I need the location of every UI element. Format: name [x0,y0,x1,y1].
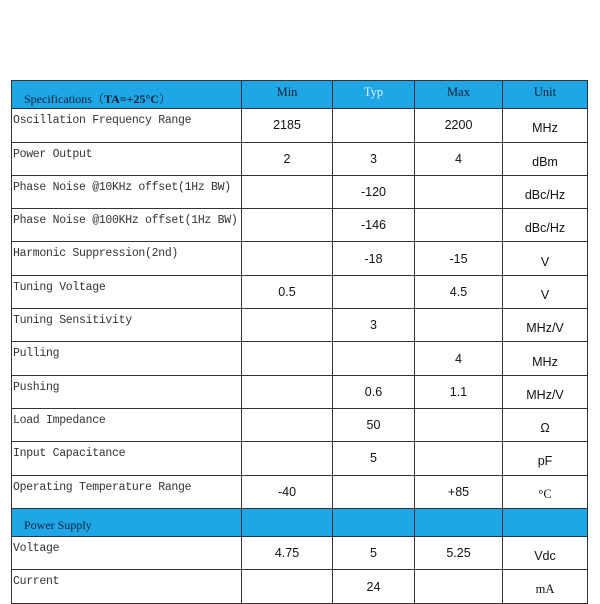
header-unit: Unit [503,81,588,109]
cell-unit: Vdc [503,537,588,570]
cell-typ: 24 [333,570,415,603]
cell-param: Oscillation Frequency Range [12,109,242,142]
cell-min [242,375,333,408]
cell-min: 2185 [242,109,333,142]
cell-param: Current [12,570,242,603]
cell-typ: 50 [333,408,415,441]
cell-unit: pF [503,442,588,475]
cell-min [242,342,333,375]
table-row [12,375,588,408]
cell-param: Voltage [12,537,242,570]
cell-max [415,570,503,603]
cell-unit: V [503,242,588,275]
header-row [12,81,588,109]
table-row [12,570,588,603]
cell-typ: -146 [333,209,415,242]
cell-min [242,442,333,475]
cell-max [415,209,503,242]
cell-max: 5.25 [415,537,503,570]
cell-min [242,408,333,441]
cell-unit: MHz/V [503,375,588,408]
table-row [12,309,588,342]
cell-max [415,309,503,342]
cell-max: 4.5 [415,275,503,308]
cell-unit: dBc/Hz [503,175,588,208]
header-max: Max [415,81,503,109]
table-row [12,209,588,242]
cell-unit: MHz [503,109,588,142]
table-row [12,442,588,475]
header-spec: Specifications（TA=+25°C） [12,81,242,109]
cell-typ: 3 [333,309,415,342]
cell-min: 2 [242,142,333,175]
cell-max [415,175,503,208]
cell-typ: 0.6 [333,375,415,408]
cell-max [415,442,503,475]
cell-max: 4 [415,142,503,175]
cell-param: Phase Noise @10KHz offset(1Hz BW) [12,175,242,208]
spec-table [11,80,588,604]
table-row [12,275,588,308]
cell-unit: MHz/V [503,309,588,342]
cell-param: Pushing [12,375,242,408]
cell-param: Tuning Sensitivity [12,309,242,342]
table-row [12,475,588,508]
cell-typ [333,275,415,308]
cell-min: 4.75 [242,537,333,570]
cell-typ [333,475,415,508]
cell-max: 1.1 [415,375,503,408]
cell-param: Load Impedance [12,408,242,441]
cell-typ [333,109,415,142]
cell-unit: dBc/Hz [503,209,588,242]
cell-min: -40 [242,475,333,508]
cell-unit: °C [503,475,588,508]
cell-param: Phase Noise @100KHz offset(1Hz BW) [12,209,242,242]
cell-unit: mA [503,570,588,603]
cell-typ: 3 [333,142,415,175]
power-supply-label: Power Supply [12,508,242,536]
cell-max: 2200 [415,109,503,142]
cell-min [242,209,333,242]
cell-min [242,242,333,275]
cell-unit: Ω [503,408,588,441]
cell-param: Power Output [12,142,242,175]
cell-typ: -120 [333,175,415,208]
cell-param: Operating Temperature Range [12,475,242,508]
table-row [12,537,588,570]
cell-typ: 5 [333,442,415,475]
cell-unit: dBm [503,142,588,175]
cell-min: 0.5 [242,275,333,308]
cell-param: Input Capacitance [12,442,242,475]
table-row [12,342,588,375]
header-min: Min [242,81,333,109]
table-row [12,142,588,175]
cell-max: +85 [415,475,503,508]
cell-min [242,570,333,603]
power-supply-row [12,508,588,536]
cell-unit: MHz [503,342,588,375]
cell-typ: -18 [333,242,415,275]
table-row [12,109,588,142]
cell-param: Pulling [12,342,242,375]
cell-typ [333,342,415,375]
cell-min [242,309,333,342]
table-row [12,408,588,441]
cell-param: Harmonic Suppression(2nd) [12,242,242,275]
cell-unit: V [503,275,588,308]
table-row [12,242,588,275]
table-row [12,175,588,208]
cell-param: Tuning Voltage [12,275,242,308]
header-typ: Typ [333,81,415,109]
cell-min [242,175,333,208]
cell-max: -15 [415,242,503,275]
cell-typ: 5 [333,537,415,570]
cell-max [415,408,503,441]
cell-max: 4 [415,342,503,375]
